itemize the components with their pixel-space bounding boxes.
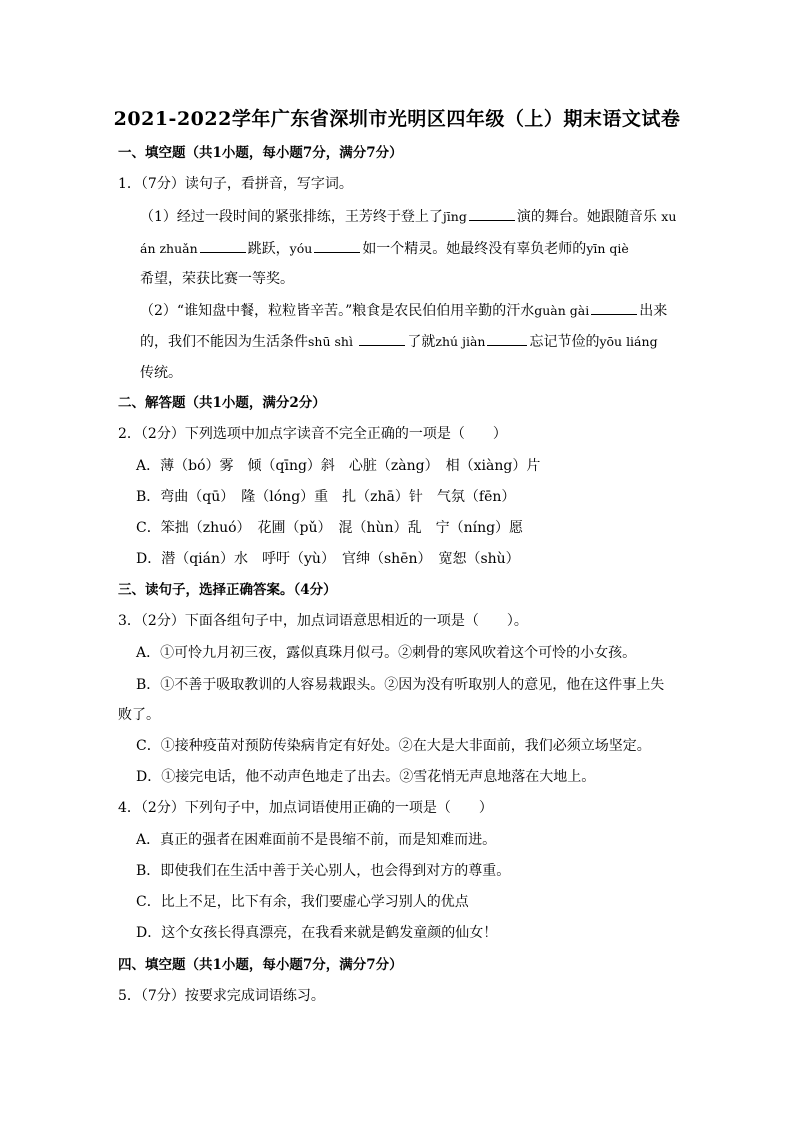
question-1-part-2-line-2 — [140, 331, 658, 352]
answer-blank[interactable] — [487, 331, 527, 346]
text: 的，我们不能因为生活条件 — [140, 334, 308, 350]
pinyin: yóu — [289, 241, 313, 256]
question-2-option-b[interactable]: B．弯曲（qū） 隆（lóng）重 扎（zhā）针 气氛（fēn） — [136, 489, 516, 505]
text: 忘记节俭的 — [529, 334, 600, 350]
answer-blank[interactable] — [314, 238, 360, 253]
question-4-option-b[interactable]: B．即使我们在生活中善于关心别人，也会得到对方的尊重。 — [136, 863, 511, 879]
question-1-part-1-line-1 — [140, 206, 676, 227]
pinyin: yīn qiè — [586, 241, 629, 256]
question-3-option-b-line-2: 败了。 — [118, 707, 160, 723]
section-heading-3: 三、读句子，选择正确答案。（4分） — [118, 582, 337, 598]
question-1-part-2-line-1 — [140, 300, 667, 321]
question-4-option-a[interactable]: A．真正的强者在困难面前不是畏缩不前，而是知难而进。 — [136, 832, 497, 848]
text: （1）经过一段时间的紧张排练，王芳终于登上了 — [140, 209, 443, 225]
section-heading-4: 四、填空题（共1小题，每小题7分，满分7分） — [118, 957, 403, 973]
question-5-stem: 5．（7分）按要求完成词语练习。 — [118, 988, 325, 1004]
page-title: 2021-2022学年广东省深圳市光明区四年级（上）期末语文试卷 — [113, 108, 681, 130]
question-2-option-d[interactable]: D．潜（qián）水 呼吁（yù） 官绅（shēn） 宽恕（shù） — [136, 551, 520, 567]
pinyin: yōu liáng — [599, 334, 658, 349]
question-1-stem: 1．（7分）读句子，看拼音，写字词。 — [118, 176, 353, 192]
question-2-option-c[interactable]: C．笨拙（zhuó） 花圃（pǔ） 混（hùn）乱 宁（níng）愿 — [136, 520, 524, 536]
text: 出来 — [639, 303, 668, 319]
question-4-option-d[interactable]: D．这个女孩长得真漂亮，在我看来就是鹤发童颜的仙女！ — [136, 925, 498, 941]
question-1-part-2-line-3: 传统。 — [140, 365, 182, 381]
answer-blank[interactable] — [200, 238, 246, 253]
answer-blank[interactable] — [469, 206, 515, 221]
pinyin: jīng — [442, 209, 467, 224]
question-2-option-a[interactable]: A．薄（bó）雾 倾（qīng）斜 心脏（zàng） 相（xiàng）片 — [136, 458, 541, 474]
question-3-option-c[interactable]: C．①接种疫苗对预防传染病肯定有好处。②在大是大非面前，我们必须立场坚定。 — [136, 738, 651, 754]
question-1-part-1-line-3: 希望，荣获比赛一等奖。 — [140, 271, 294, 287]
text: （2）“谁知盘中餐，粒粒皆辛苦。”粮食是农民伯伯用辛勤的汗水 — [140, 303, 535, 319]
pinyin: shū shì — [308, 334, 353, 349]
text: 跳跃， — [247, 241, 290, 257]
pinyin: guàn gài — [534, 303, 590, 318]
question-3-stem: 3．（2分）下面各组句子中，加点词语意思相近的一项是（ ）。 — [118, 613, 528, 629]
answer-blank[interactable] — [591, 300, 637, 315]
question-1-part-1-line-2 — [140, 238, 629, 259]
question-3-option-a[interactable]: A．①可怜九月初三夜，露似真珠月似弓。②刺骨的寒风吹着这个可怜的小女孩。 — [136, 645, 637, 661]
pinyin: zhú jiàn — [435, 334, 486, 349]
section-heading-2: 二、解答题（共1小题，满分2分） — [118, 395, 326, 411]
text: 如一个精灵。她最终没有辜负老师的 — [362, 241, 587, 257]
section-heading-1: 一、填空题（共1小题，每小题7分，满分7分） — [118, 145, 403, 161]
question-2-stem: 2．（2分）下列选项中加点字读音不完全正确的一项是（ ） — [118, 426, 507, 442]
text: 了就 — [407, 334, 436, 350]
answer-blank[interactable] — [359, 331, 405, 346]
question-3-option-d[interactable]: D．①接完电话，他不动声色地走了出去。②雪花悄无声息地落在大地上。 — [136, 769, 596, 785]
question-4-stem: 4．（2分）下列句子中，加点词语使用正确的一项是（ ） — [118, 800, 493, 816]
pinyin: xu — [661, 209, 677, 224]
question-3-option-b-line-1[interactable]: B．①不善于吸取教训的人容易栽跟头。②因为没有听取别人的意见，他在这件事上失 — [136, 677, 665, 693]
question-4-option-c[interactable]: C．比上不足，比下有余，我们要虚心学习别人的优点 — [136, 894, 469, 910]
text: 演的舞台。她跟随音乐 — [516, 209, 657, 225]
pinyin: án zhuǎn — [140, 241, 198, 256]
